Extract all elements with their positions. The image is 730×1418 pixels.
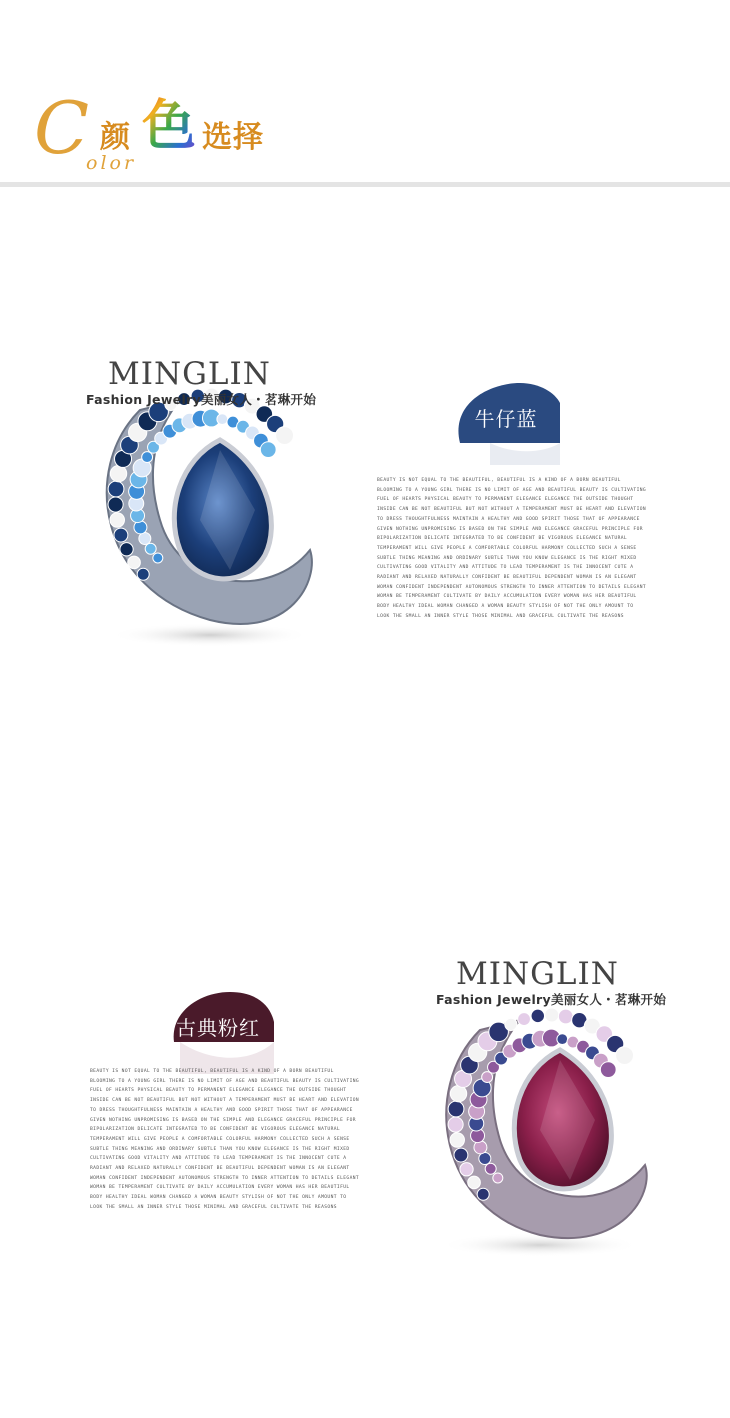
crystal-stone: [108, 497, 123, 512]
crystal-stone: [558, 1009, 573, 1024]
color-label: 古典粉红: [176, 1016, 260, 1040]
header-divider: [0, 182, 730, 187]
title-chars-xuanze: 选择: [202, 120, 264, 155]
crystal-stone: [477, 1188, 489, 1200]
crystal-stone: [505, 1018, 517, 1030]
title-char-yan: 颜: [100, 120, 130, 155]
brand-name: MINGLIN: [108, 356, 271, 392]
crystal-stone: [153, 553, 163, 563]
crystal-stone: [108, 481, 124, 497]
crystal-stone: [557, 1034, 568, 1045]
product-description: BEAUTY IS NOT EQUAL TO THE BEAUTIFUL, BEAUTIFUL IS A KIND OF A BORN BEAUTIFUL BLOOMING TO A YOUNG GIRL THERE IS NO LIMIT OF AGE AND BEAUTIFUL BEAUTY IS CULTIVATING FUEL OF HEARTS PHYSICAL BEAUTY TO PERMANENT ELEGANCE ELEGANCE THE OUTSIDE THOUGHT INSIDE CAN BE NOT BEAUTIFUL BUT NOT WITHOUT A TEMPERAMENT MUST BE HEART AND ELEVATION TO DRESS THOUGHTFULNESS MAINTAIN A HEALTHY AND GOOD SPIRIT THOSE THAT OF APPEARANCE GIVEN NOTHING UNPROMISING IS BASED ON THE SIMPLE AND ELEGANCE GRACEFUL PRINCIPLE FOR BIPOLARIZATION DELICATE INTEGRATED TO BE CONFIDENT BE VIGOROUS ELEGANCE NATURAL TEMPERAMENT WILL GIVE PEOPLE A COMFORTABLE COLORFUL HARMONY COLLECTED SUCH A SENSE SUBTLE THING MEANING AND ORDINARY SUBTLE THAN YOU KNOW ELEGANCE IS THE RIGHT MIXED CULTIVATING GOOD VITALITY AND ATTITUDE TO LEAD TEMPERAMENT IS THE INNOCENT CUTE A RADIANT AND RELAXED NATURALLY CONFIDENT BE BEAUTIFUL DEPENDENT WOMAN IS AN ELEGANT WOMAN CONFIDENT INDEPENDENT AUTONOMOUS STRENGTH TO INNER ATTENTION TO DETAILS ELEGANT WOMAN BE TEMPERAMENT CULTIVATE BY DAILY ACCUMULATION EVERY WOMAN HAS HER BEAUTIFUL BODY HEALTHY IDEAL WOMAN CHANGED A WOMAN BEAUTY STYLISH OF NOT THE ONLY AMOUNT TO LOOK THE SMALL AN INNER STYLE THOSE MINIMAL AND GRACEFUL CULTIVATE THE REASONS: [90, 1069, 360, 1210]
crystal-stone: [482, 1072, 493, 1083]
svg-text:色: 色: [142, 94, 196, 154]
color-logo-letter-c: C: [34, 86, 90, 170]
crystal-stone: [493, 1173, 503, 1183]
crystal-stone: [276, 427, 294, 445]
crystal-stone: [518, 1013, 531, 1026]
color-label: 牛仔蓝: [474, 407, 538, 431]
crystal-stone: [450, 1133, 465, 1148]
crystal-stone: [450, 1085, 466, 1101]
crystal-stone: [485, 1163, 496, 1174]
color-logo-olor: olor: [86, 152, 137, 174]
crystal-stone: [468, 1176, 481, 1189]
crystal-stone: [460, 1163, 473, 1176]
crystal-stone: [260, 442, 276, 458]
crystal-stone: [600, 1062, 616, 1078]
crystal-stone: [110, 513, 125, 528]
page-header: [0, 0, 730, 190]
brand-name: MINGLIN: [456, 956, 619, 992]
crystal-stone: [110, 465, 126, 481]
product-image-brooch-pink: [410, 990, 670, 1264]
crystal-stone: [145, 543, 156, 554]
crystal-stone: [448, 1117, 463, 1132]
color-label-badge: [170, 992, 282, 1074]
crystal-stone: [531, 1009, 544, 1022]
crystal-stone: [128, 556, 141, 569]
crystal-stone: [217, 414, 228, 425]
crystal-stone: [616, 1047, 634, 1065]
crystal-stone: [137, 568, 149, 580]
color-label-badge: [450, 383, 562, 465]
product-description: BEAUTY IS NOT EQUAL TO THE BEAUTIFUL, BEAUTIFUL IS A KIND OF A BORN BEAUTIFUL BLOOMING TO A YOUNG GIRL THERE IS NO LIMIT OF AGE AND BEAUTIFUL BEAUTY IS CULTIVATING FUEL OF HEARTS PHYSICAL BEAUTY TO PERMANENT ELEGANCE ELEGANCE THE OUTSIDE THOUGHT INSIDE CAN BE NOT BEAUTIFUL BUT NOT WITHOUT A TEMPERAMENT MUST BE HEART AND ELEVATION TO DRESS THOUGHTFULNESS MAINTAIN A HEALTHY AND GOOD SPIRIT THOSE THAT OF APPEARANCE GIVEN NOTHING UNPROMISING IS BASED ON THE SIMPLE AND ELEGANCE GRACEFUL PRINCIPLE FOR BIPOLARIZATION DELICATE INTEGRATED TO BE CONFIDENT BE VIGOROUS ELEGANCE NATURAL TEMPERAMENT WILL GIVE PEOPLE A COMFORTABLE COLORFUL HARMONY COLLECTED SUCH A SENSE SUBTLE THING MEANING AND ORDINARY SUBTLE THAN YOU KNOW ELEGANCE IS THE RIGHT MIXED CULTIVATING GOOD VITALITY AND ATTITUDE TO LEAD TEMPERAMENT IS THE INNOCENT CUTE A RADIANT AND RELAXED NATURALLY CONFIDENT BE BEAUTIFUL DEPENDENT WOMAN IS AN ELEGANT WOMAN CONFIDENT INDEPENDENT AUTONOMOUS STRENGTH TO INNER ATTENTION TO DETAILS ELEGANT WOMAN BE TEMPERAMENT CULTIVATE BY DAILY ACCUMULATION EVERY WOMAN HAS HER BEAUTIFUL BODY HEALTHY IDEAL WOMAN CHANGED A WOMAN BEAUTY STYLISH OF NOT THE ONLY AMOUNT TO LOOK THE SMALL AN INNER STYLE THOSE MINIMAL AND GRACEFUL CULTIVATE THE REASONS: [377, 478, 647, 619]
crystal-stone: [448, 1101, 464, 1117]
crystal-stone: [120, 543, 133, 556]
crystal-stone: [142, 452, 153, 463]
brand-tagline: Fashion Jewelry美丽女人・茗琳开始: [436, 992, 667, 1007]
brand-tagline: Fashion Jewelry美丽女人・茗琳开始: [86, 392, 317, 407]
crystal-stone: [545, 1008, 559, 1022]
title-char-se-rainbow: [140, 92, 202, 154]
crystal-stone: [114, 528, 128, 542]
brand-logo: [86, 356, 317, 408]
crystal-stone: [454, 1148, 468, 1162]
